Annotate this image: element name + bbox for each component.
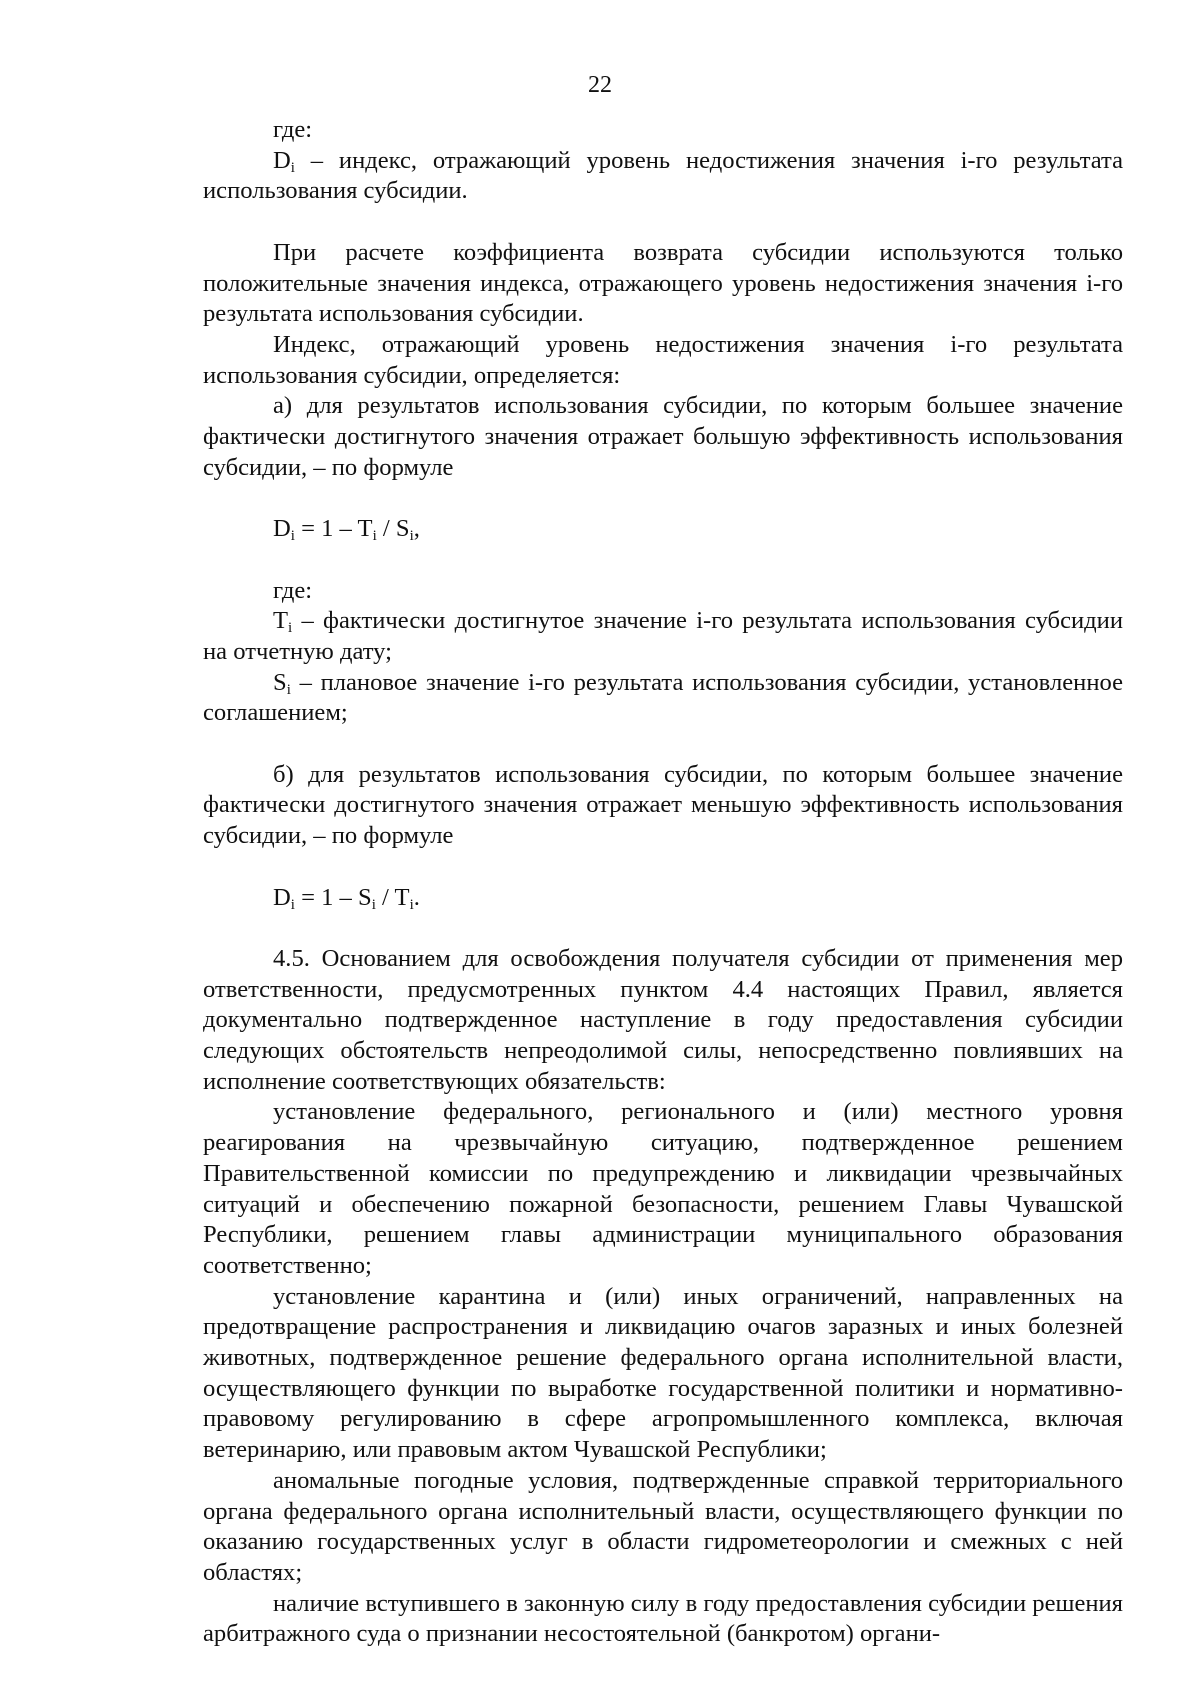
si-definition-text: – плановое значение i-го результата использования субсидии, установленное соглашением; (203, 668, 1123, 727)
paragraph-quarantine: установление карантина и (или) иных ограничений, направленных на предотвращение распространения и ликвидацию очагов заразных и иных болезней животных, подтвержденное решение федерального органа исполнительной власти, осуществляющего функции по выработке государственной политики и нормативно-правовому регулированию в сфере агропромышленного комплекса, включая ветеринарию, или правовым актом Чувашской Республики; (203, 1282, 1123, 1464)
document-body (203, 115, 1123, 1650)
paragraph-bankruptcy: наличие вступившего в законную силу в году предоставления субсидии решения арбитражного суда о признании несостоятельной (банкротом) органи- (203, 1589, 1123, 1648)
formula-a: $D_i = 1 - T_i / S_i$, (273, 515, 420, 545)
si-definition: $S_i$ – плановое значение i-го результата использования субсидии, установленное соглашением; (203, 668, 1123, 727)
paragraph-4-5: 4.5. Основанием для освобождения получателя субсидии от применения мер ответственности, предусмотренных пунктом 4.4 настоящих Правил, является документально подтвержденное наступление в году предоставления субсидии следующих обстоятельств непреодолимой силы, непосредственно повлиявших на исполнение соответствующих обязательств: (203, 944, 1123, 1095)
ti-definition: $T_i$ – фактически достигнутое значение i-го результата использования субсидии на отчетную дату; (203, 607, 1123, 665)
di-definition-text: – индекс, отражающий уровень недостижения значения i-го результата использования субсидии. (203, 146, 1123, 205)
paragraph-positive-values: При расчете коэффициента возврата субсидии используются только положительные значения индекса, отражающего уровень недостижения значения i-го результата использования субсидии. (203, 238, 1123, 328)
paragraph-case-a: а) для результатов использования субсидии, по которым большее значение фактически достигнутого значения отражает большую эффективность использования субсидии, – по формуле (203, 392, 1123, 481)
ti-definition-text: – фактически достигнутое значение i-го результата использования субсидии на отчетную дату; (203, 607, 1123, 665)
paragraph-case-b: б) для результатов использования субсидии, по которым большее значение фактически достигнутого значения отражает меньшую эффективность использования субсидии, – по формуле (203, 760, 1123, 850)
di-definition (203, 146, 1123, 207)
paragraph-weather: аномальные погодные условия, подтвержденные справкой территориального органа федерального органа исполнительный власти, осуществляющего функции по оказанию государственных услуг в области гидрометеорологии и смежных с ней областях; (203, 1466, 1123, 1586)
di-subscript: i (290, 159, 295, 176)
paragraph-emergency: установление федерального, регионального и (или) местного уровня реагирования на чрезвычайную ситуацию, подтвержденное решением Правительственной комиссии по предупреждению и ликвидации чрезвычайных ситуаций и обеспечению пожарной безопасности, решением Главы Чувашской Республики, решением главы администрации муниципального образования соответственно; (203, 1098, 1123, 1279)
ti-symbol: T (273, 607, 289, 635)
paragraph-index-determined: Индекс, отражающий уровень недостижения значения i-го результата использования субсидии, определяется: (203, 330, 1123, 389)
formula-b: $D_i = 1 - S_i / T_i$. (273, 883, 420, 913)
where-label-2: где: (273, 576, 313, 604)
page-number: 22 (588, 72, 612, 98)
di-symbol: D (273, 146, 291, 174)
where-label-1: где: (273, 116, 313, 143)
si-symbol: S (273, 668, 287, 696)
